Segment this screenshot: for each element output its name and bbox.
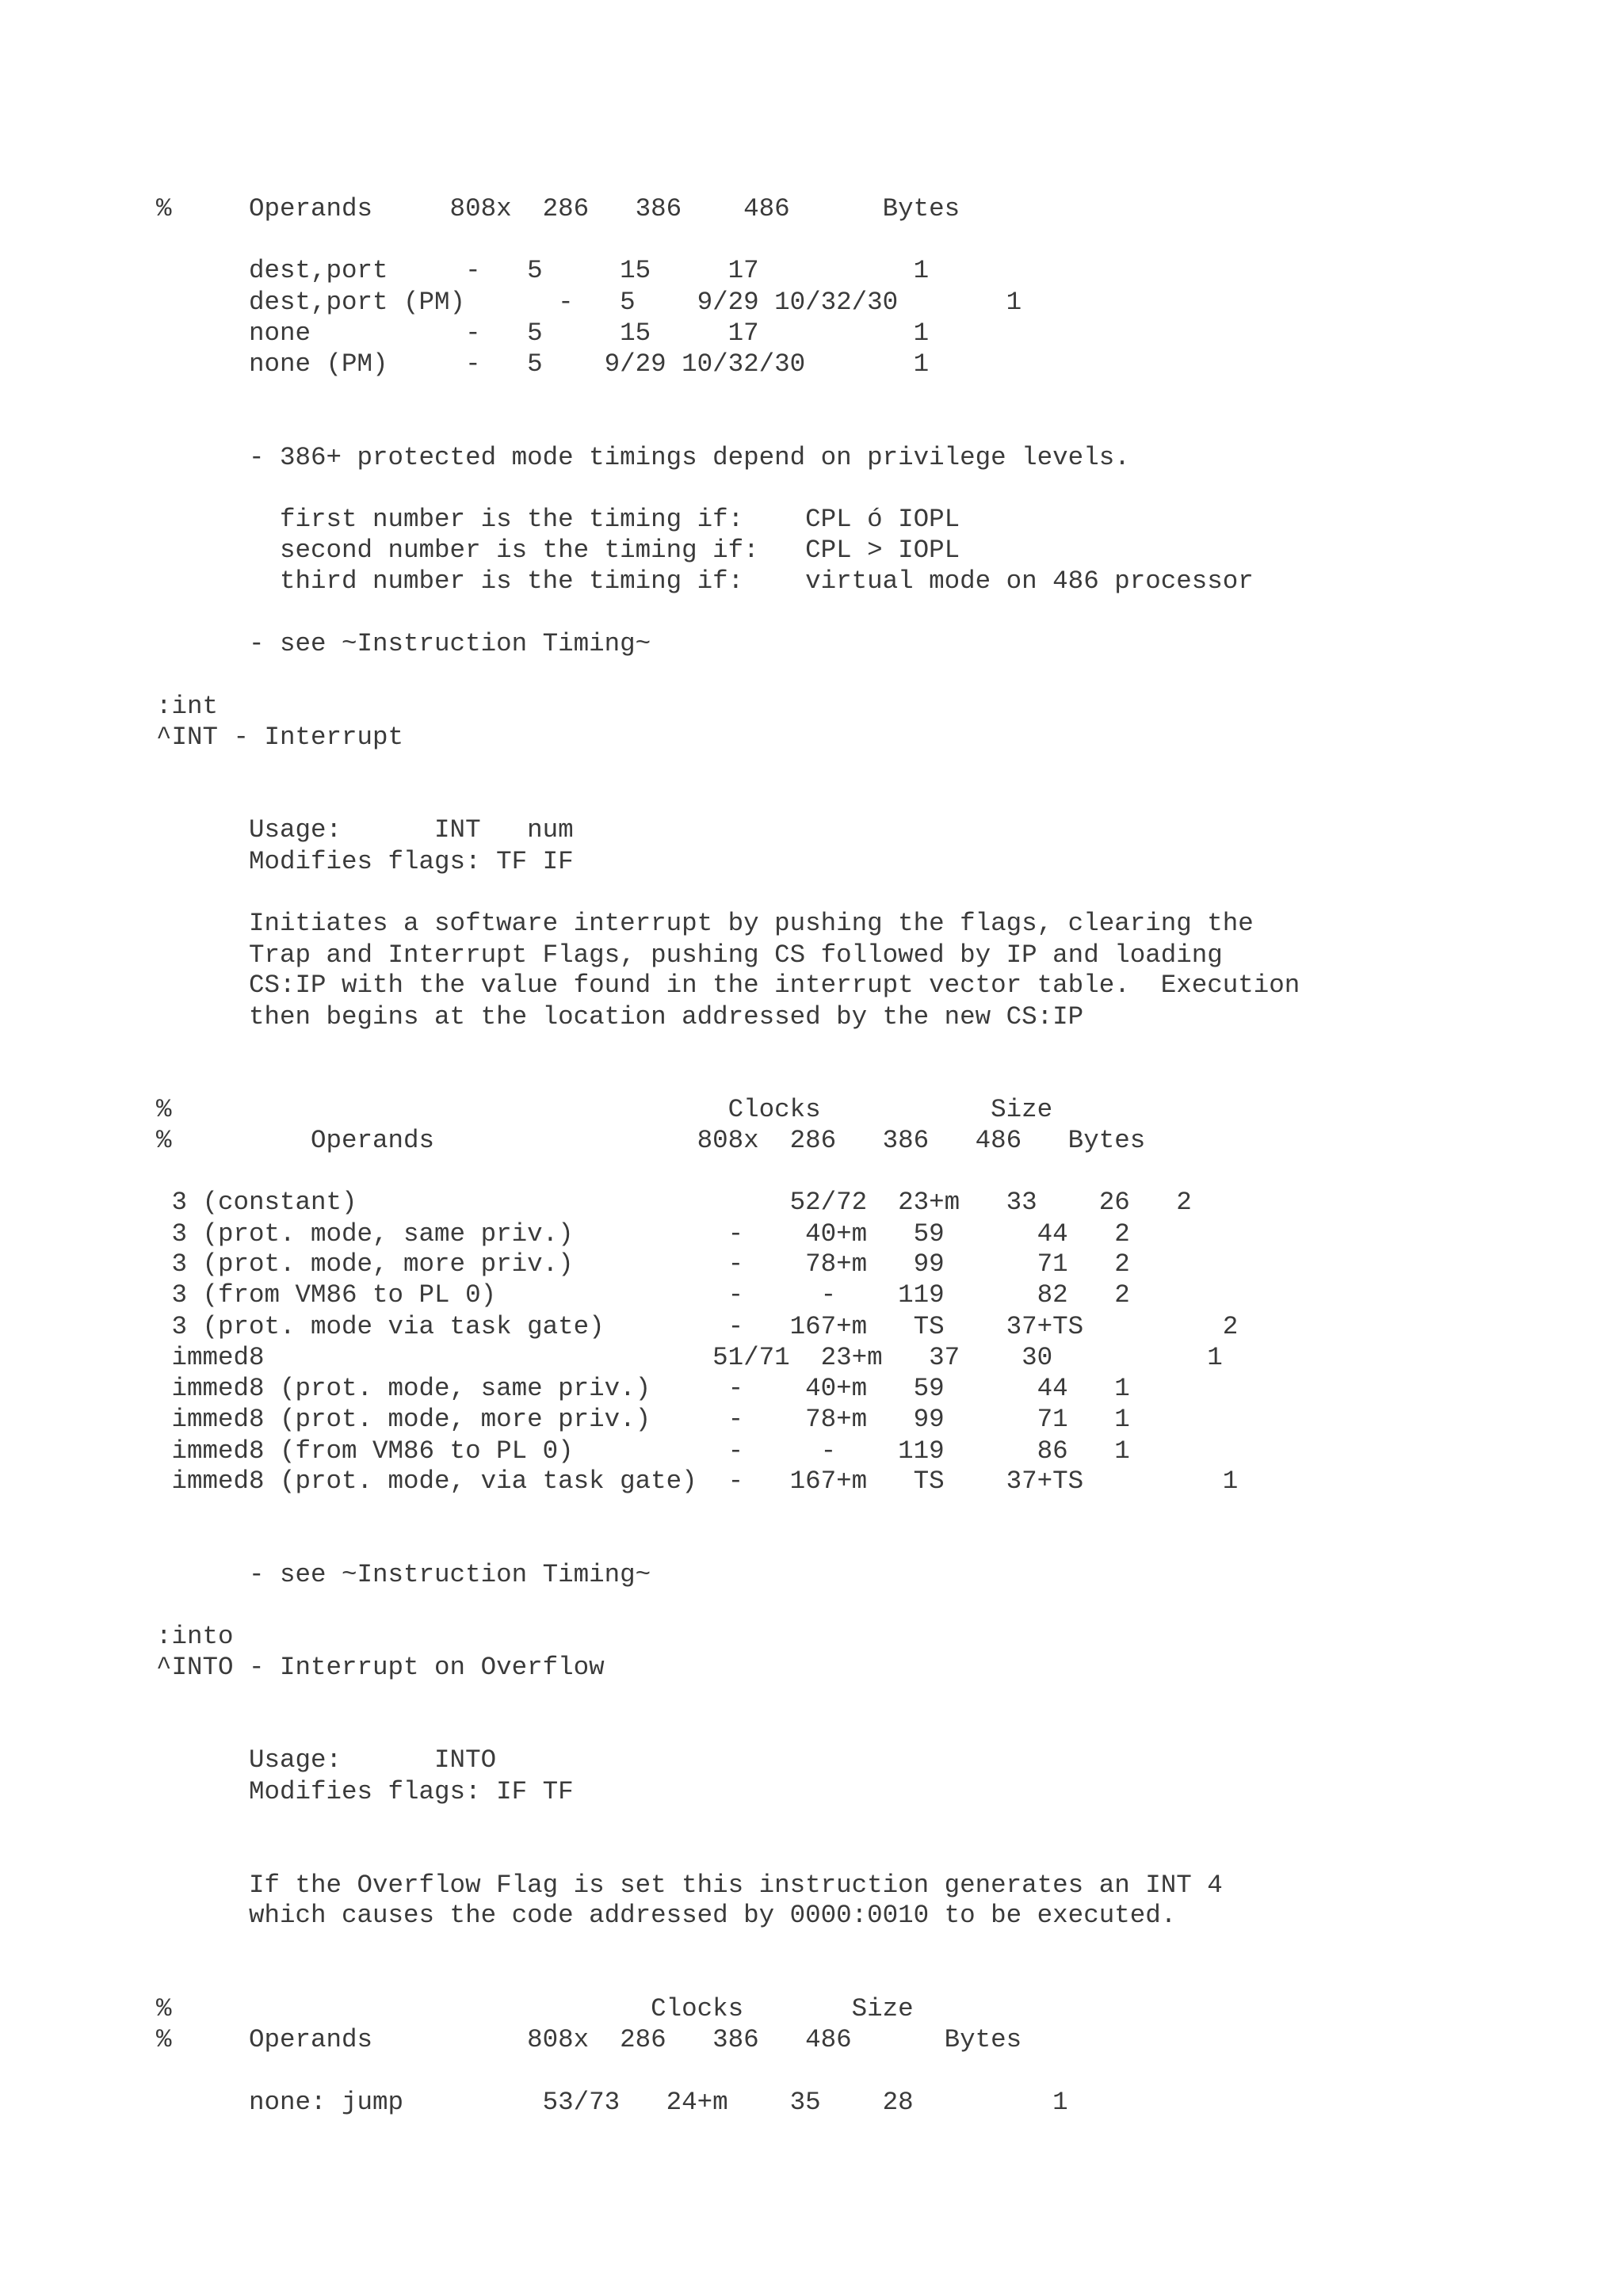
text-line: which causes the code addressed by 0000:0010 to be executed. [156,1901,1177,1930]
text-line: Modifies flags: TF IF [156,847,574,876]
text-line: :into [156,1622,234,1651]
text-line: dest,port - 5 15 17 1 [156,256,930,285]
text-line: first number is the timing if: CPL ó IOPL [156,505,960,534]
text-line: CS:IP with the value found in the interrupt vector table. Execution [156,971,1300,1000]
text-line: - 386+ protected mode timings depend on privilege levels. [156,443,1130,472]
text-line: :int [156,692,219,721]
text-line: Usage: INTO [156,1745,497,1775]
text-line: % Operands 808x 286 386 486 Bytes [156,1126,1146,1155]
text-line: dest,port (PM) - 5 9/29 10/32/30 1 [156,288,1022,317]
text-line: 3 (prot. mode, more priv.) - 78+m 99 71 2 [156,1249,1130,1279]
text-line: immed8 (prot. mode, same priv.) - 40+m 59 44 1 [156,1374,1130,1403]
text-line: Trap and Interrupt Flags, pushing CS followed by IP and loading [156,940,1223,970]
text-line: % Clocks Size [156,1095,1053,1124]
text-line: immed8 (prot. mode, more priv.) - 78+m 99 71 1 [156,1405,1130,1434]
text-line: 3 (from VM86 to PL 0) - - 119 82 2 [156,1280,1130,1310]
text-line: 3 (constant) 52/72 23+m 33 26 2 [156,1188,1192,1217]
text-line: none - 5 15 17 1 [156,318,930,348]
text-line: Initiates a software interrupt by pushing the flags, clearing the [156,909,1254,938]
text-line: immed8 (from VM86 to PL 0) - - 119 86 1 [156,1436,1130,1466]
text-line: third number is the timing if: virtual mode on 486 processor [156,566,1254,596]
text-line: immed8 51/71 23+m 37 30 1 [156,1343,1223,1372]
text-line: If the Overflow Flag is set this instruction generates an INT 4 [156,1871,1223,1900]
text-line: % Operands 808x 286 386 486 Bytes [156,194,960,223]
text-line: 3 (prot. mode via task gate) - 167+m TS 37+TS 2 [156,1312,1239,1341]
text-line: Modifies flags: IF TF [156,1777,574,1806]
text-line: - see ~Instruction Timing~ [156,1560,651,1589]
text-line: Usage: INT num [156,815,574,845]
text-line: % Clocks Size [156,1994,914,2023]
text-line: second number is the timing if: CPL > IOPL [156,536,960,565]
text-line: - see ~Instruction Timing~ [156,629,651,658]
text-line: ^INT - Interrupt [156,723,404,752]
text-line: none: jump 53/73 24+m 35 28 1 [156,2088,1068,2117]
text-line: ^INTO - Interrupt on Overflow [156,1653,605,1682]
text-line: immed8 (prot. mode, via task gate) - 167+m TS 37+TS 1 [156,1466,1239,1496]
text-line: 3 (prot. mode, same priv.) - 40+m 59 44 2 [156,1219,1130,1249]
text-line: none (PM) - 5 9/29 10/32/30 1 [156,349,930,379]
text-line: then begins at the location addressed by the new CS:IP [156,1002,1084,1032]
text-line: % Operands 808x 286 386 486 Bytes [156,2025,1022,2054]
